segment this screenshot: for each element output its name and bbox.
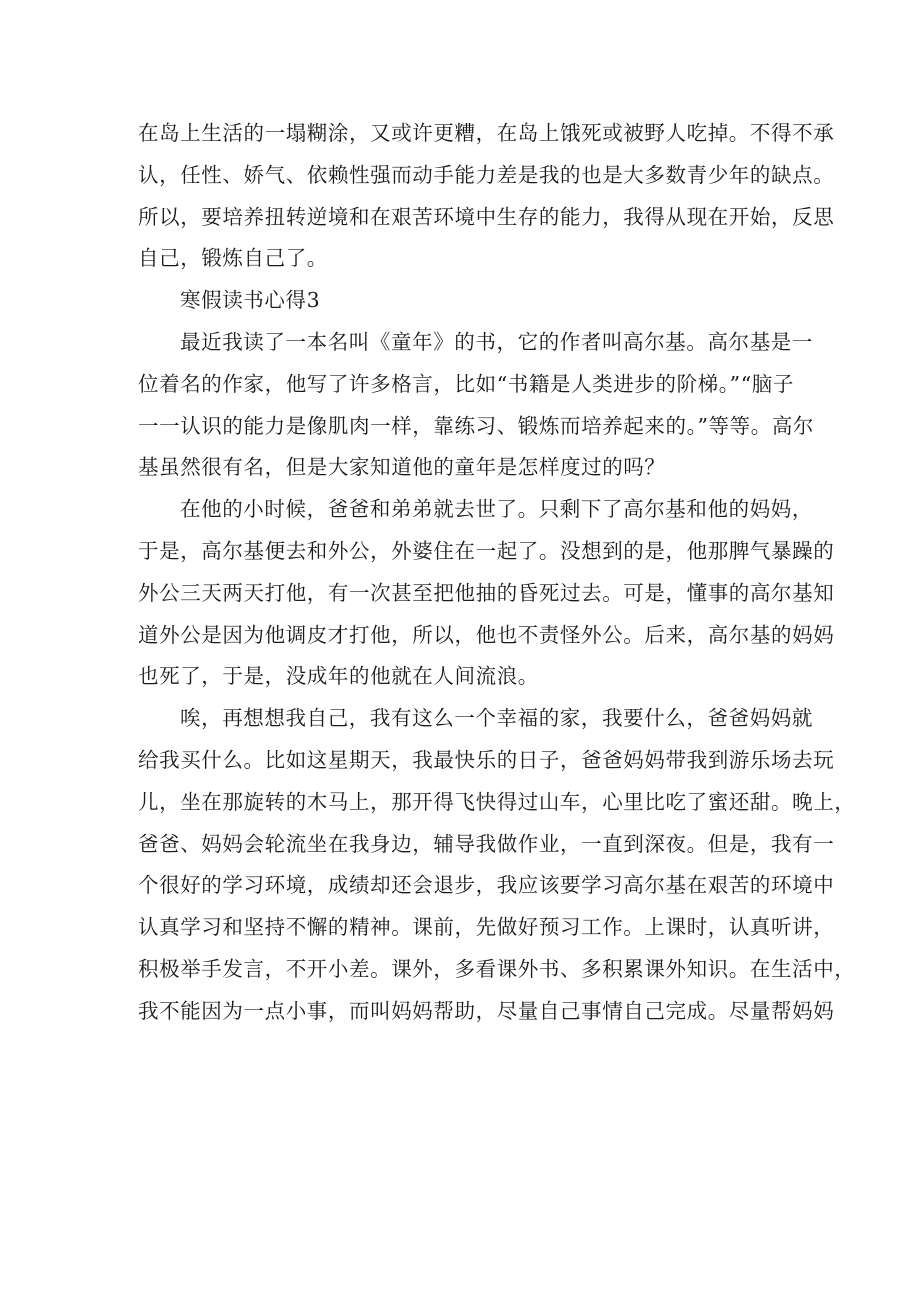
text-line: 儿，坐在那旋转的木马上，那开得飞快得过山车，心里比吃了蜜还甜。晚上， — [138, 789, 856, 814]
document-body — [138, 113, 856, 1033]
text-line: 基虽然很有名，但是大家知道他的童年是怎样度过的吗？ — [138, 455, 666, 480]
text-line: 所以，要培养扭转逆境和在艰苦环境中生存的能力，我得从现在开始，反思 — [138, 204, 835, 229]
text-line: 位着名的作家，他写了许多格言，比如“书籍是人类进步的阶梯。”“脑子 — [138, 371, 794, 396]
text-line: 最近我读了一本名叫《童年》的书，它的作者叫高尔基。高尔基是一 — [180, 329, 813, 354]
text-line: 我不能因为一点小事，而叫妈妈帮助，尽量自己事情自己完成。尽量帮妈妈 — [138, 998, 835, 1023]
text-line: 外公三天两天打他，有一次甚至把他抽的昏死过去。可是，懂事的高尔基知 — [138, 580, 835, 605]
text-line: 也死了，于是，没成年的他就在人间流浪。 — [138, 664, 539, 689]
text-line: 在岛上生活的一塌糊涂，又或许更糟，在岛上饿死或被野人吃掉。不得不承 — [138, 121, 835, 145]
text-line: 自己，锻炼自己了。 — [138, 246, 328, 271]
text-line: 于是，高尔基便去和外公，外婆住在一起了。没想到的是，他那脾气暴躁的 — [138, 538, 835, 563]
text-line: 认，任性、娇气、依赖性强而动手能力差是我的也是大多数青少年的缺点。 — [138, 162, 835, 187]
text-line: 个很好的学习环境，成绩却还会退步，我应该要学习高尔基在艰苦的环境中 — [138, 873, 835, 898]
text-line: 唉，再想想我自己，我有这么一个幸福的家，我要什么，爸爸妈妈就 — [180, 706, 813, 731]
section-heading: 寒假读书心得3 — [180, 288, 321, 313]
text-line: 认真学习和坚持不懈的精神。课前，先做好预习工作。上课时，认真听讲， — [138, 915, 835, 940]
text-line: 在他的小时候，爸爸和弟弟就去世了。只剩下了高尔基和他的妈妈， — [180, 497, 813, 522]
text-line: 积极举手发言，不开小差。课外，多看课外书、多积累课外知识。在生活中， — [138, 956, 856, 981]
text-line: 爸爸、妈妈会轮流坐在我身边，辅导我做作业，一直到深夜。但是，我有一 — [138, 831, 835, 856]
text-line: 给我买什么。比如这星期天，我最快乐的日子，爸爸妈妈带我到游乐场去玩 — [138, 747, 835, 772]
text-line: 道外公是因为他调皮才打他，所以，他也不责怪外公。后来，高尔基的妈妈 — [138, 622, 835, 647]
text-line: 一一认识的能力是像肌肉一样，靠练习、锻炼而培养起来的。”等等。高尔 — [138, 413, 815, 438]
